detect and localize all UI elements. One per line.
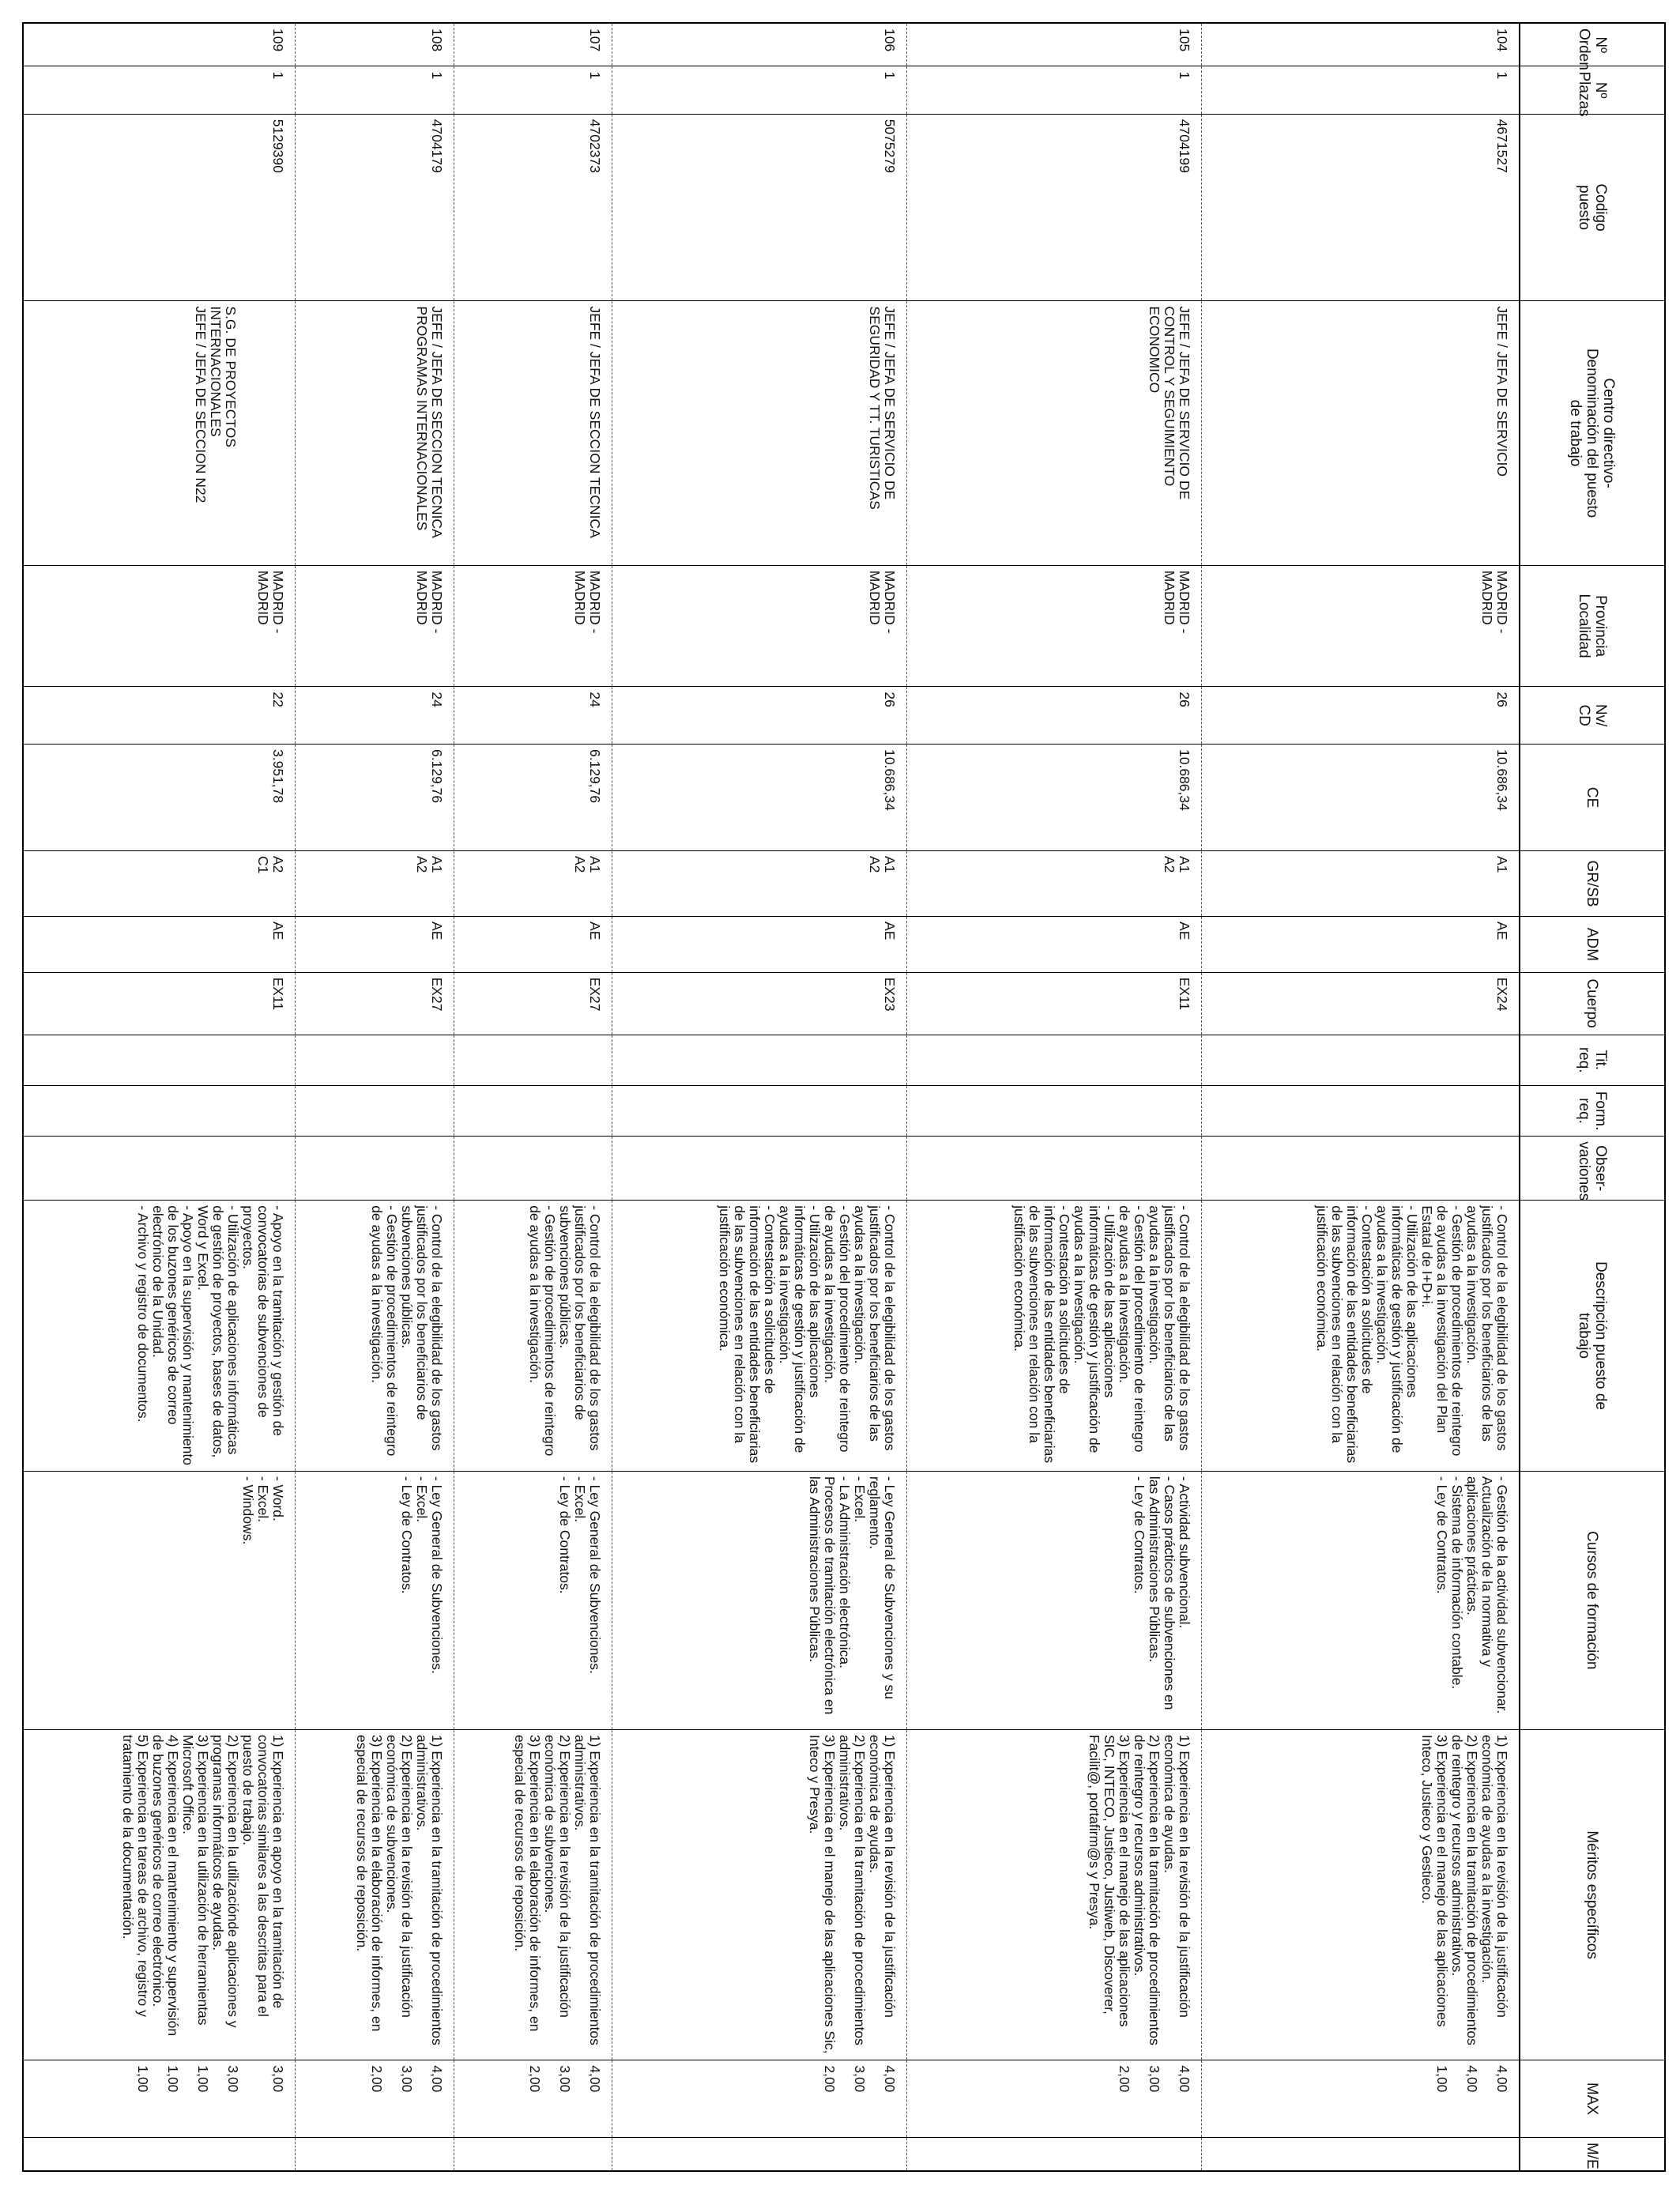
cell-provincia	[295, 565, 454, 687]
max-value: 1,00	[194, 2065, 211, 2093]
table-row	[295, 24, 454, 2170]
merito-item: 1) Experiencia en la tramitación de procedimientos administrativos.	[413, 1734, 445, 2045]
header-ce: CE	[1520, 745, 1664, 851]
cell-tit	[24, 1035, 295, 1085]
cell-plazas-text: 1	[882, 71, 898, 80]
cell-centro-text: JEFE / JEFA DE SECCION TECNICA PROGRAMAS INTERNACIONALES	[413, 306, 445, 537]
cell-centro-text: JEFE / JEFA DE SERVICIO DE SEGURIDAD Y TT. TURISTICAS	[867, 306, 898, 510]
cell-grsb	[24, 850, 295, 916]
cell-max	[612, 2060, 907, 2138]
cell-grsb-text: A1 A2	[867, 855, 898, 873]
cell-me	[1202, 2137, 1520, 2170]
cell-descripcion-text: - Apoyo en la tramitación y gestión de convocatorias de subvenciones de proyectos. - Utilización de aplicaciones informáticas de gestión de proyectos, bases de datos, Word y Excel. - Apoyo en la supervisión y mantenimiento de los buzones genéricos de correo electrónico de la Unidad. - Archivo y registro de documentos.	[134, 1205, 286, 1465]
cell-ce-text: 10.686,34	[1177, 749, 1193, 811]
cell-observaciones	[454, 1137, 612, 1201]
cell-cursos	[1202, 1471, 1520, 1729]
cell-descripcion	[295, 1201, 454, 1472]
cell-centro	[24, 301, 295, 565]
cell-grsb-text: A1 A2	[572, 855, 604, 873]
cell-provincia-text: MADRID - MADRID	[413, 570, 445, 634]
max-value: 1,00	[134, 2065, 151, 2093]
merito-item: 1) Experiencia en la revisión de la justificación económica de ayudas.	[867, 1734, 898, 2018]
table-row	[907, 24, 1202, 2170]
cell-ce	[295, 745, 454, 851]
cell-orden	[295, 24, 454, 66]
header-grsb: GR/SB	[1520, 850, 1664, 916]
cell-descripcion-text: - Control de la elegibilidad de los gastos justificados por los beneficiarios de las ayudas a la investigación. - Gestión del procedimiento de reintegro de ayudas a la investigación. - Utilización de las aplicaciones informáticas de gestión y justificación de ayudas a la investigación. - Contestación a solicitudes de información de las entidades beneficiarias de las subvenciones en relación con la justificación económica.	[1011, 1205, 1193, 1464]
cell-plazas	[1202, 66, 1520, 114]
cell-form	[907, 1085, 1202, 1136]
header-nv: Nv/ CD	[1520, 687, 1664, 745]
max-value: 4,00	[1464, 2065, 1480, 2093]
max-value: 1,00	[1434, 2065, 1450, 2093]
max-value: 3,00	[269, 2065, 286, 2093]
cell-centro-text: JEFE / JEFA DE SECCION TECNICA	[587, 306, 604, 538]
cell-orden	[454, 24, 612, 66]
cell-ce-text: 10.686,34	[882, 749, 898, 811]
cell-cuerpo-text: EX11	[1177, 977, 1193, 1011]
cell-nivel	[612, 687, 907, 745]
cell-provincia	[612, 565, 907, 687]
max-value: 3,00	[852, 2065, 868, 2093]
cell-meritos	[454, 1729, 612, 2060]
max-value: 2,00	[822, 2065, 838, 2093]
cell-adm-text: AE	[1494, 922, 1510, 941]
header-obs: Obser- vaciones	[1520, 1137, 1664, 1201]
cell-adm	[295, 917, 454, 973]
cell-form	[295, 1085, 454, 1136]
cell-provincia-text: MADRID - MADRID	[1479, 570, 1510, 634]
max-value: 4,00	[428, 2065, 445, 2093]
merito-item: 2) Experiencia en la tramitación de procedimientos de reintegro y recursos administrativos.	[1132, 1734, 1163, 2045]
cell-cuerpo	[295, 972, 454, 1035]
max-value: 4,00	[1494, 2065, 1510, 2093]
cell-ce	[612, 745, 907, 851]
cell-codigo	[612, 114, 907, 301]
merito-item: 2) Experiencia en la utilizaciónde aplicaciones y programas informáticos de ayudas.	[209, 1734, 241, 2028]
cell-descripcion-text: - Control de la elegibilidad de los gastos justificados por los beneficiarios de las ayudas a la investigación. - Gestión de procedimientos de reintegro de ayudas a la investigación del Plan Estatal de I+D+i. - Utilización de las aplicaciones informáticas de gestión y justificación de ayudas a la investigación. - Contestación a solicitudes de información de las entidades beneficiarias de las subvenciones en relación con la justificación económica.	[1314, 1205, 1510, 1464]
cell-plazas-text: 1	[1177, 71, 1193, 80]
cell-grsb	[454, 850, 612, 916]
cell-ce	[907, 745, 1202, 851]
cell-grsb-text: A1	[1494, 855, 1510, 873]
cell-cursos-text: - Gestión de la actividad subvencionar. Actualización de la normativa y aplicaciones prácticas. - Sistema de información contable. - Ley de Contratos.	[1434, 1476, 1510, 1714]
cell-orden	[1202, 24, 1520, 66]
cell-centro	[454, 301, 612, 565]
merito-item: 2) Experiencia en la tramitación de procedimientos de reintegro y recursos administrativos.	[1449, 1734, 1480, 2045]
max-value: 1,00	[164, 2065, 181, 2093]
cell-cursos	[24, 1471, 295, 1729]
cell-max	[24, 2060, 295, 2138]
cell-me	[24, 2137, 295, 2170]
cell-form	[1202, 1085, 1520, 1136]
cell-ce	[24, 745, 295, 851]
merito-item: 2) Experiencia en la revisión de la justificación económica de subvenciones.	[383, 1734, 415, 2018]
cell-centro	[907, 301, 1202, 565]
max-value: 4,00	[587, 2065, 604, 2093]
merito-item: 3) Experiencia en el manejo de las aplicaciones SIC, INTECO, Justieco, Justiweb, Discoverer, Facilit@, portafirm@s y Presya.	[1087, 1734, 1133, 2027]
cell-orden-text: 105	[1177, 28, 1193, 52]
cell-nivel	[907, 687, 1202, 745]
max-value: 3,00	[398, 2065, 415, 2093]
cell-cursos-text: - Ley General de Subvenciones. - Excel. - Ley de Contratos.	[398, 1476, 445, 1674]
max-value: 3,00	[557, 2065, 574, 2093]
cell-grsb-text: A2 C1	[254, 855, 286, 874]
cell-cursos-text: - Word. - Excel. - Windows.	[239, 1476, 286, 1545]
cell-observaciones	[1202, 1137, 1520, 1201]
cell-orden-text: 109	[269, 28, 286, 52]
cell-provincia-text: MADRID - MADRID	[572, 570, 604, 634]
cell-me	[907, 2137, 1202, 2170]
cell-descripcion-text: - Control de la elegibilidad de los gastos justificados por los beneficiarios de subvenciones públicas. - Gestión de procedimientos de reintegro de ayudas a la investigación.	[527, 1205, 604, 1457]
header-centro: Centro directivo- Denominación del puesto de trabajo	[1520, 301, 1664, 565]
merito-item: 5) Experiencia en tareas de archivo, registro y tratamiento de la documentación.	[119, 1734, 151, 2017]
cell-plazas	[295, 66, 454, 114]
cell-provincia	[907, 565, 1202, 687]
cell-provincia-text: MADRID - MADRID	[1162, 570, 1193, 634]
cell-cursos	[295, 1471, 454, 1729]
cell-plazas	[907, 66, 1202, 114]
cell-meritos	[612, 1729, 907, 2060]
cell-me	[612, 2137, 907, 2170]
cell-form	[24, 1085, 295, 1136]
merito-item: 2) Experiencia en la tramitación de procedimientos administrativos.	[837, 1734, 868, 2045]
cell-plazas	[612, 66, 907, 114]
cell-observaciones	[612, 1137, 907, 1201]
cell-codigo-text: 4702373	[587, 119, 604, 173]
cell-orden-text: 106	[882, 28, 898, 52]
max-value: 2,00	[527, 2065, 544, 2093]
merito-item: 4) Experiencia en el mantenimiento y supervisión de buzones genéricos de correo electrónico.	[149, 1734, 181, 2037]
cell-descripcion	[612, 1201, 907, 1472]
cell-descripcion	[24, 1201, 295, 1472]
cell-plazas-text: 1	[587, 71, 604, 80]
header-plazas: Nº Plazas	[1520, 66, 1664, 114]
cell-nivel	[454, 687, 612, 745]
cell-adm	[454, 917, 612, 973]
max-value: 3,00	[1147, 2065, 1163, 2093]
cell-cuerpo-text: EX27	[428, 977, 445, 1012]
max-value: 4,00	[1177, 2065, 1193, 2093]
cell-plazas-text: 1	[1494, 71, 1510, 80]
header-tit: Tit. req.	[1520, 1035, 1664, 1085]
cell-ce-text: 10.686,34	[1494, 749, 1510, 811]
max-value: 4,00	[882, 2065, 898, 2093]
header-orden: Nº Orden	[1520, 24, 1664, 66]
cell-descripcion-text: - Control de la elegibilidad de los gastos justificados por los beneficiarios de subvenciones públicas. - Gestión de procedimientos de reintegro de ayudas a la investigación.	[368, 1205, 445, 1457]
cell-adm	[612, 917, 907, 973]
header-cuerpo: Cuerpo	[1520, 972, 1664, 1035]
cell-ce-text: 6.129,76	[587, 749, 604, 804]
cell-cuerpo-text: EX27	[587, 977, 604, 1012]
cell-adm	[907, 917, 1202, 973]
cell-cursos	[907, 1471, 1202, 1729]
cell-provincia-text: MADRID - MADRID	[867, 570, 898, 634]
cell-orden	[907, 24, 1202, 66]
cell-meritos	[907, 1729, 1202, 2060]
cell-codigo	[454, 114, 612, 301]
cell-max	[454, 2060, 612, 2138]
cell-tit	[612, 1035, 907, 1085]
cell-tit	[454, 1035, 612, 1085]
cell-adm-text: AE	[269, 922, 286, 941]
table-row	[454, 24, 612, 2170]
cell-nivel-text: 24	[587, 692, 604, 707]
table-header-row	[1520, 24, 1664, 2170]
cell-cuerpo-text: EX23	[882, 977, 898, 1012]
header-max: MAX	[1520, 2060, 1664, 2138]
cell-descripcion	[454, 1201, 612, 1472]
cell-plazas-text: 1	[428, 71, 445, 80]
cell-centro-text: JEFE / JEFA DE SECCION N22	[192, 306, 209, 503]
cell-cuerpo	[454, 972, 612, 1035]
cell-codigo-text: 4704199	[1177, 119, 1193, 173]
cell-plazas	[24, 66, 295, 114]
cell-adm-text: AE	[1177, 922, 1193, 941]
cell-nivel-text: 26	[1494, 692, 1510, 707]
merito-item: 1) Experiencia en apoyo en la tramitación de convocatorias similares a las descritas para el puesto de trabajo.	[239, 1734, 286, 2017]
cell-orden-text: 107	[587, 28, 604, 52]
cell-centro	[295, 301, 454, 565]
merito-item: 3) Experiencia en el manejo de las aplicaciones Inteco, Justieco y Gestieco.	[1419, 1734, 1450, 2027]
cell-cuerpo	[24, 972, 295, 1035]
cell-codigo	[907, 114, 1202, 301]
cell-ce	[1202, 745, 1520, 851]
header-cursos: Cursos de formación	[1520, 1471, 1664, 1729]
cell-nivel-text: 26	[882, 692, 898, 707]
cell-nivel	[295, 687, 454, 745]
cell-meritos	[295, 1729, 454, 2060]
cell-cursos-text: - Actividad subvencional. - Casos prácticos de subvenciones en las Administraciones Públicas. - Ley de Contratos.	[1132, 1476, 1193, 1710]
cell-max	[295, 2060, 454, 2138]
cell-form	[454, 1085, 612, 1136]
cell-cursos	[454, 1471, 612, 1729]
cell-plazas-text: 1	[269, 71, 286, 80]
cell-tit	[1202, 1035, 1520, 1085]
cell-observaciones	[907, 1137, 1202, 1201]
cell-me	[454, 2137, 612, 2170]
cell-adm-text: AE	[882, 922, 898, 941]
cell-codigo	[295, 114, 454, 301]
cell-cuerpo	[1202, 972, 1520, 1035]
cell-nivel-text: 22	[269, 692, 286, 707]
merito-item: 1) Experiencia en la tramitación de procedimientos administrativos.	[572, 1734, 604, 2045]
table-row	[1202, 24, 1520, 2170]
merito-item: 1) Experiencia en la revisión de la justificación económica de ayudas a la investigación.	[1479, 1734, 1510, 2018]
cell-codigo	[1202, 114, 1520, 301]
cell-centro	[1202, 301, 1520, 565]
cell-grsb-text: A1 A2	[1162, 855, 1193, 873]
merito-item: 3) Experiencia en la elaboración de informes, en especial de recursos de reposición.	[353, 1734, 385, 2032]
cell-ce-text: 3.951,78	[269, 749, 286, 804]
cell-provincia	[1202, 565, 1520, 687]
table-row	[24, 24, 295, 2170]
positions-table	[24, 24, 1664, 2170]
cell-centro-text: JEFE / JEFA DE SERVICIO DE CONTROL Y SEGUIMIENTO ECONOMICO	[1147, 306, 1193, 500]
cell-orden	[24, 24, 295, 66]
cell-grsb	[612, 850, 907, 916]
cell-codigo-text: 4671527	[1494, 119, 1510, 173]
cell-cursos-text: - Ley General de Subvenciones. - Excel. - Ley de Contratos.	[557, 1476, 604, 1674]
cell-form	[612, 1085, 907, 1136]
max-value: 3,00	[224, 2065, 241, 2093]
cell-plazas	[454, 66, 612, 114]
cell-codigo-text: 5129390	[269, 119, 286, 173]
max-value: 2,00	[1117, 2065, 1133, 2093]
header-provincia: Provincia Localidad	[1520, 565, 1664, 687]
cell-provincia	[454, 565, 612, 687]
cell-ce	[454, 745, 612, 851]
cell-nivel-text: 26	[1177, 692, 1193, 707]
merito-item: 3) Experiencia en el manejo de las aplicaciones Sic, Inteco y Presya.	[807, 1734, 838, 2054]
cell-max	[907, 2060, 1202, 2138]
cell-tit	[907, 1035, 1202, 1085]
cell-grsb	[1202, 850, 1520, 916]
cell-nivel-text: 24	[428, 692, 445, 707]
cell-centro	[612, 301, 907, 565]
cell-observaciones	[295, 1137, 454, 1201]
cell-meritos	[24, 1729, 295, 2060]
cell-cuerpo-text: EX11	[269, 977, 286, 1011]
merito-item: 1) Experiencia en la revisión de la justificación económica de ayudas.	[1162, 1734, 1193, 2018]
cell-cuerpo-text: EX24	[1494, 977, 1510, 1012]
cell-nivel	[1202, 687, 1520, 745]
header-me: M/E	[1520, 2137, 1664, 2170]
merito-item: 3) Experiencia en la elaboración de informes, en especial de recursos de reposición.	[512, 1734, 544, 2032]
cell-adm	[1202, 917, 1520, 973]
header-form: Form. req.	[1520, 1085, 1664, 1136]
header-descripcion: Descripción puesto de trabajo	[1520, 1201, 1664, 1472]
cell-provincia-text: MADRID - MADRID	[254, 570, 286, 634]
cell-max	[1202, 2060, 1520, 2138]
cell-grsb-text: A1 A2	[413, 855, 445, 873]
merito-item: 2) Experiencia en la revisión de la justificación económica de subvenciones.	[542, 1734, 574, 2018]
cell-descripcion	[907, 1201, 1202, 1472]
table-row	[612, 24, 907, 2170]
cell-nivel	[24, 687, 295, 745]
cell-codigo-text: 5075279	[882, 119, 898, 173]
cell-provincia	[24, 565, 295, 687]
cell-observaciones	[24, 1137, 295, 1201]
cell-ce-text: 6.129,76	[428, 749, 445, 804]
cell-orden-text: 104	[1494, 28, 1510, 52]
cell-descripcion-text: - Control de la elegibilidad de los gastos justificados por los beneficiarios de las ayudas a la investigación. - Gestión del procedimiento de reintegro de ayudas a la investigación. - Utilización de las aplicaciones informáticas de gestión y justificación de ayudas a la investigación. - Contestación a solicitudes de información de las entidades beneficiarias de las subvenciones en relación con la justificación económica.	[717, 1205, 898, 1464]
cell-codigo	[24, 114, 295, 301]
cell-tit	[295, 1035, 454, 1085]
cell-grsb	[295, 850, 454, 916]
cell-me	[295, 2137, 454, 2170]
cell-adm-text: AE	[587, 922, 604, 941]
cell-codigo-text: 4704179	[428, 119, 445, 173]
document-table-frame	[22, 22, 1666, 2172]
cell-orden	[612, 24, 907, 66]
cell-subdireccion: S.G. DE PROYECTOS INTERNACIONALES	[207, 306, 239, 447]
header-adm: ADM	[1520, 917, 1664, 973]
cell-cuerpo	[612, 972, 907, 1035]
cell-orden-text: 108	[428, 28, 445, 52]
cell-adm	[24, 917, 295, 973]
cell-descripcion	[1202, 1201, 1520, 1472]
cell-cursos-text: - Ley General de Subvenciones y su reglamento. - Excel. - La Administración electrónica. Procesos de tramitación electrónica en las Administraciones Públicas.	[807, 1476, 898, 1715]
header-codigo: Codigo puesto	[1520, 114, 1664, 301]
cell-meritos	[1202, 1729, 1520, 2060]
merito-item: 3) Experiencia en la utilización de herramientas Microsoft Office.	[179, 1734, 211, 2026]
cell-centro-text: JEFE / JEFA DE SERVICIO	[1494, 306, 1510, 477]
cell-cursos	[612, 1471, 907, 1729]
cell-grsb	[907, 850, 1202, 916]
cell-cuerpo	[907, 972, 1202, 1035]
max-value: 2,00	[368, 2065, 385, 2093]
header-meritos: Méritos específicos	[1520, 1729, 1664, 2060]
cell-adm-text: AE	[428, 922, 445, 941]
